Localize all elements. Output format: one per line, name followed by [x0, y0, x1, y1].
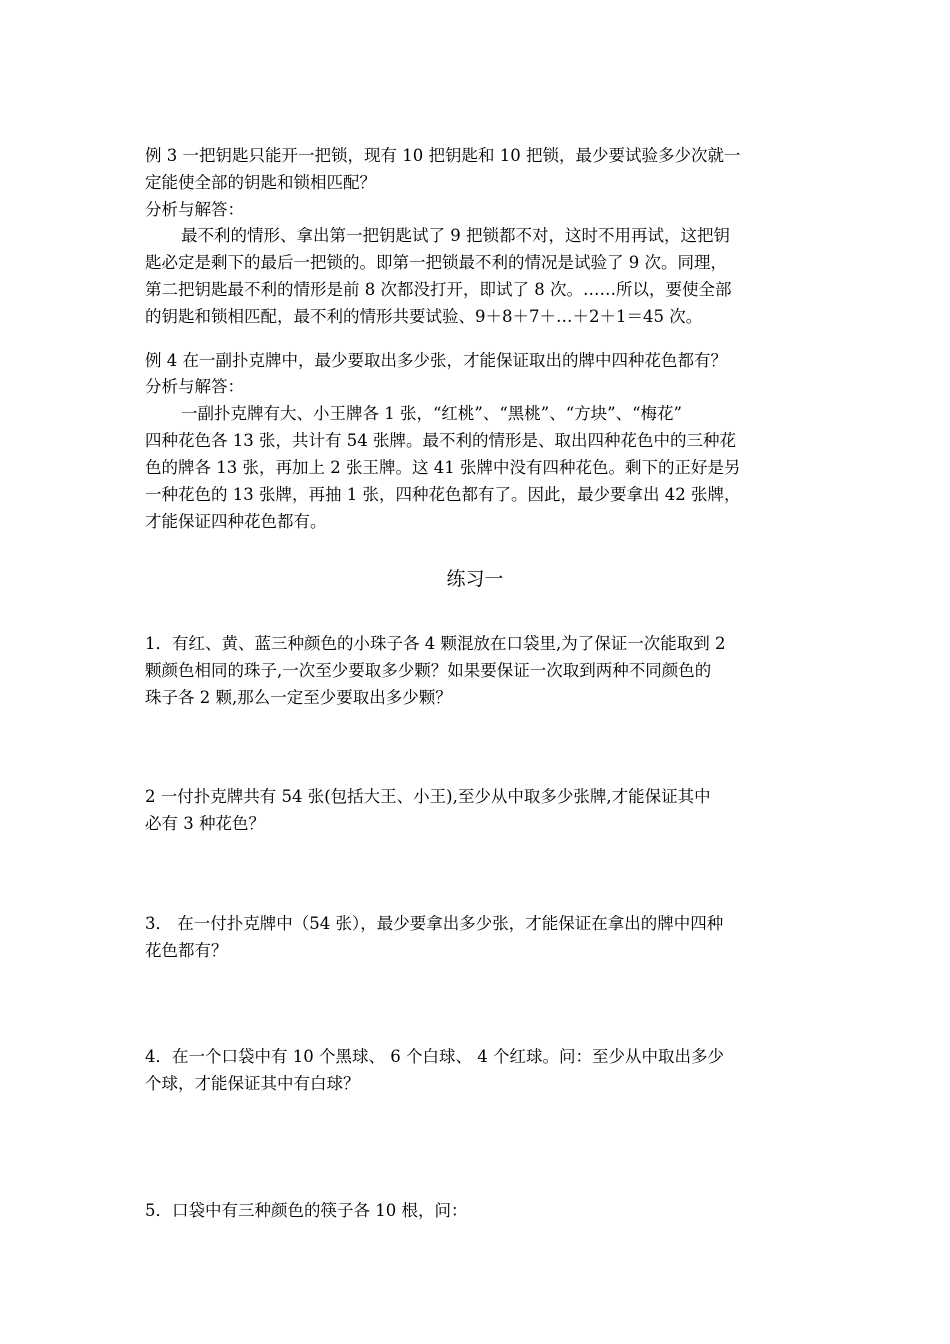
text-line: 定能使全部的钥匙和锁相匹配？: [145, 173, 376, 192]
section-title: 练习一: [446, 568, 504, 590]
text-line: 个球，才能保证其中有白球？: [145, 1074, 360, 1093]
exercise-4: [145, 1043, 810, 1097]
text-line: 3． 在一付扑克牌中（54 张），最少要拿出多少张，才能保证在拿出的牌中四种: [145, 914, 724, 933]
text-line: 最不利的情形、拿出第一把钥匙试了 9 把锁都不对，这时不用再试，这把钥: [181, 226, 730, 245]
text-line: 的钥匙和锁相匹配，最不利的情形共要试验、9＋8＋7＋…＋2＋1＝45 次。: [145, 307, 703, 326]
text-line: 珠子各 2 颗,那么一定至少要取出多少颗？: [145, 688, 452, 707]
text-line: 四种花色各 13 张，共计有 54 张牌。最不利的情形是、取出四种花色中的三种花: [145, 431, 736, 450]
text-line: 一副扑克牌有大、小王牌各 1 张，“红桃”、“黑桃”、“方块”、“梅花”: [181, 404, 682, 423]
example-3-answer: [145, 222, 810, 330]
text-line: 例 3 一把钥匙只能开一把锁，现有 10 把钥匙和 10 把锁，最少要试验多少次就一: [145, 146, 741, 165]
text-line: 4．在一个口袋中有 10 个黑球、 6 个白球、 4 个红球。问：至少从中取出多少: [145, 1047, 724, 1066]
exercise-3: [145, 910, 810, 964]
example-3-question: [145, 142, 810, 196]
example-4-analysis-label: 分析与解答：: [145, 377, 244, 396]
text-line: 第二把钥匙最不利的情形是前 8 次都没打开，即试了 8 次。……所以，要使全部: [145, 280, 732, 299]
text-line: 花色都有？: [145, 941, 228, 960]
text-line: 必有 3 种花色？: [145, 814, 265, 833]
example-4-question: [145, 347, 810, 374]
text-line: 2 一付扑克牌共有 54 张(包括大王、小王),至少从中取多少张牌,才能保证其中: [145, 787, 711, 806]
exercise-2: [145, 783, 810, 837]
text-line: 色的牌各 13 张，再加上 2 张王牌。这 41 张牌中没有四种花色。剩下的正好是另: [145, 458, 741, 477]
example-3-analysis-label: 分析与解答：: [145, 200, 244, 219]
text-line: 才能保证四种花色都有。: [145, 512, 327, 531]
text-line: 颗颜色相同的珠子,一次至少要取多少颗？如果要保证一次取到两种不同颜色的: [145, 661, 712, 680]
text-line: 例 4 在一副扑克牌中，最少要取出多少张，才能保证取出的牌中四种花色都有？: [145, 351, 727, 370]
text-line: 1．有红、黄、蓝三种颜色的小珠子各 4 颗混放在口袋里,为了保证一次能取到 2: [145, 634, 726, 653]
text-line: 匙必定是剩下的最后一把锁的。即第一把锁最不利的情况是试验了 9 次。同理，: [145, 253, 727, 272]
exercise-1: [145, 630, 810, 711]
text-line: 5．口袋中有三种颜色的筷子各 10 根，问：: [145, 1201, 468, 1220]
text-line: 一种花色的 13 张牌，再抽 1 张，四种花色都有了。因此，最少要拿出 42 张牌，: [145, 485, 741, 504]
example-4-answer: [145, 400, 810, 535]
exercise-5: [145, 1197, 810, 1224]
